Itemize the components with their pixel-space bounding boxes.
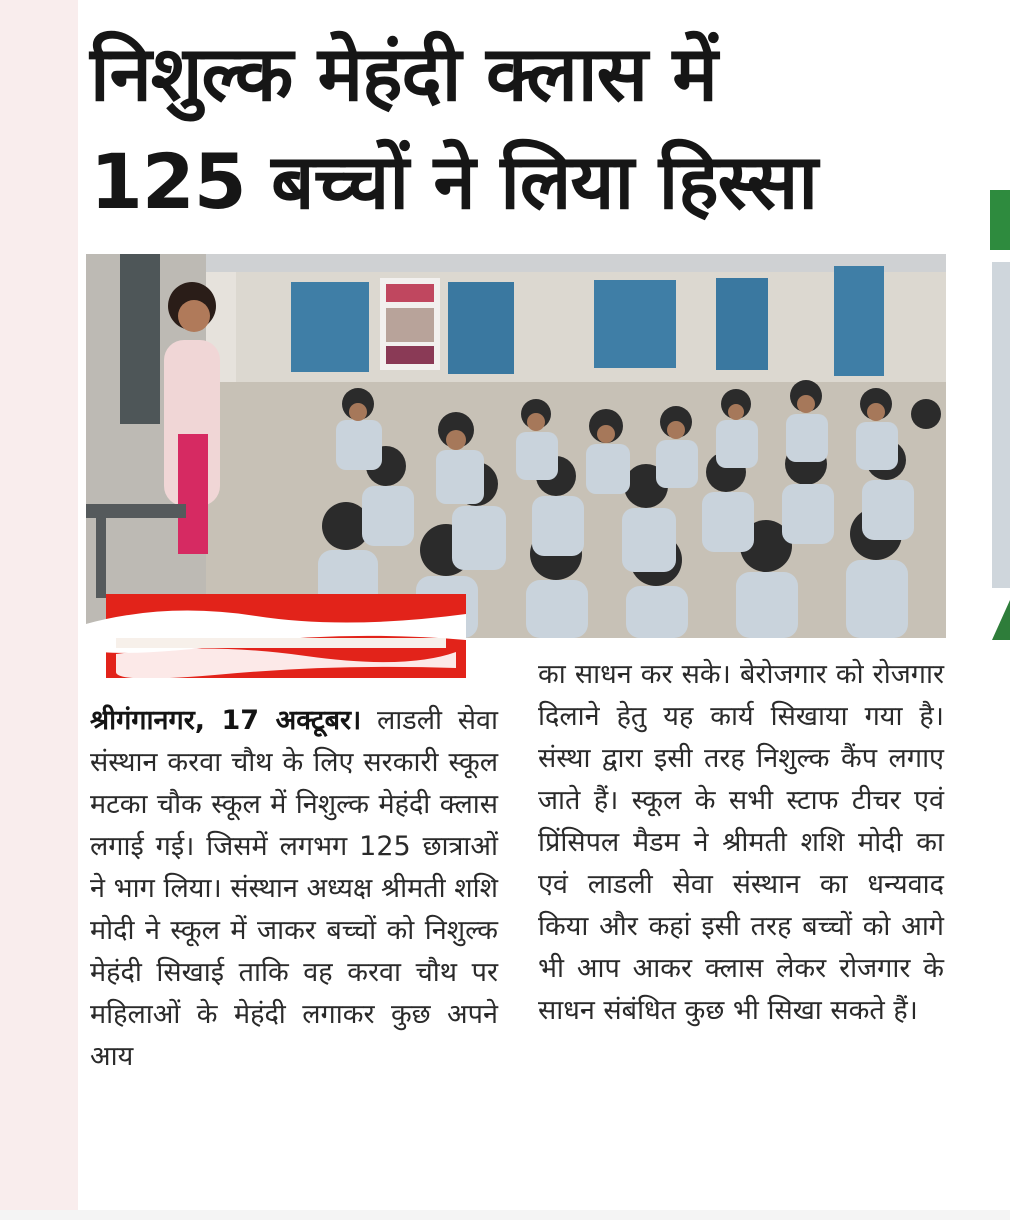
page-bottom-edge xyxy=(0,1210,1010,1220)
neighbor-green-triangle xyxy=(992,600,1010,640)
headline xyxy=(90,20,960,236)
page-margin xyxy=(0,0,78,1220)
column-2-text: का साधन कर सके। बेरोजगार को रोजगार दिलाने हेतु यह कार्य सिखाया गया है। संस्था द्वारा इसी तरह निशुल्क कैंप लगाए जाते हैं। स्कूल के सभी स्टाफ टीचर एवं प्रिंसिपल मैडम ने श्रीमती शशि मोदी का एवं लाडली सेवा संस्थान का धन्यवाद किया और कहां इसी तरह बच्चों को आगे भी आप आकर क्लास लेकर रोजगार के साधन संबंधित कुछ भी सिखा सकते हैं। xyxy=(538,659,944,1026)
article-column-2 xyxy=(538,654,944,1032)
column-1-text: लाडली सेवा संस्थान करवा चौथ के लिए सरकारी स्कूल मटका चौक स्कूल में निशुल्क मेहंदी क्लास लगाई गई। जिसमें लगभग 125 छात्राओं ने भाग लिया। संस्थान अध्यक्ष श्रीमती शशि मोदी ने स्कूल में जाकर बच्चों को निशुल्क मेहंदी सिखाई ताकि वह करवा चौथ पर महिलाओं के मेहंदी लगाकर कुछ अपने आय xyxy=(90,705,498,1072)
headline-line-2: 125 बच्चों ने लिया हिस्सा xyxy=(90,137,818,226)
article-column-1 xyxy=(90,700,498,1078)
neighbor-photo-edge xyxy=(992,262,1010,588)
classroom-photo-illustration xyxy=(86,254,946,638)
neighbor-green-bar xyxy=(990,190,1010,250)
headline-line-1: निशुल्क मेहंदी क्लास में xyxy=(90,29,717,118)
news-photo xyxy=(86,254,946,638)
dateline: श्रीगंगानगर, 17 अक्टूबर। xyxy=(90,705,362,736)
redaction-overlay xyxy=(86,594,476,684)
